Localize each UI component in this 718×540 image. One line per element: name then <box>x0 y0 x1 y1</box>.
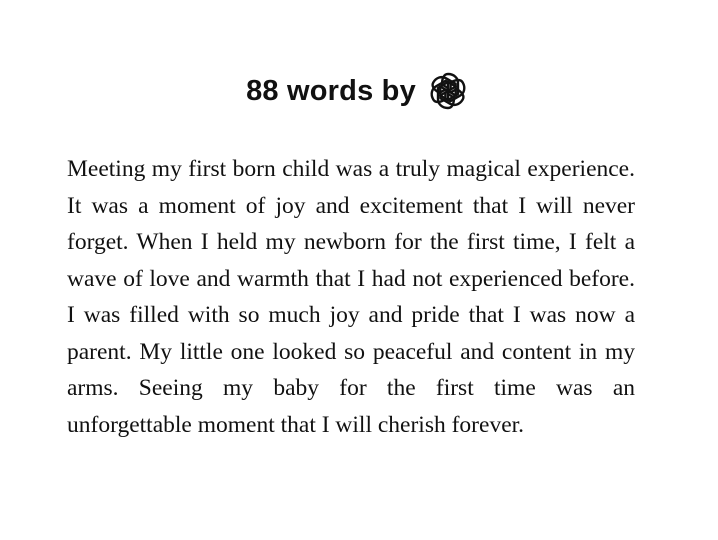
title-row <box>0 66 718 116</box>
openai-logo-icon <box>424 67 472 115</box>
body-paragraph: Meeting my first born child was a truly magical experience. It was a moment of joy and excitement that I will never forget. When I held my newborn for the first time, I felt a wave of love and warmth that I had not experienced before. I was filled with so much joy and pride that I was now a parent. My little one looked so peaceful and content in my arms. Seeing my baby for the first time was an unforgettable moment that I will cherish forever. <box>67 156 635 438</box>
page-title: 88 words by <box>246 74 416 107</box>
